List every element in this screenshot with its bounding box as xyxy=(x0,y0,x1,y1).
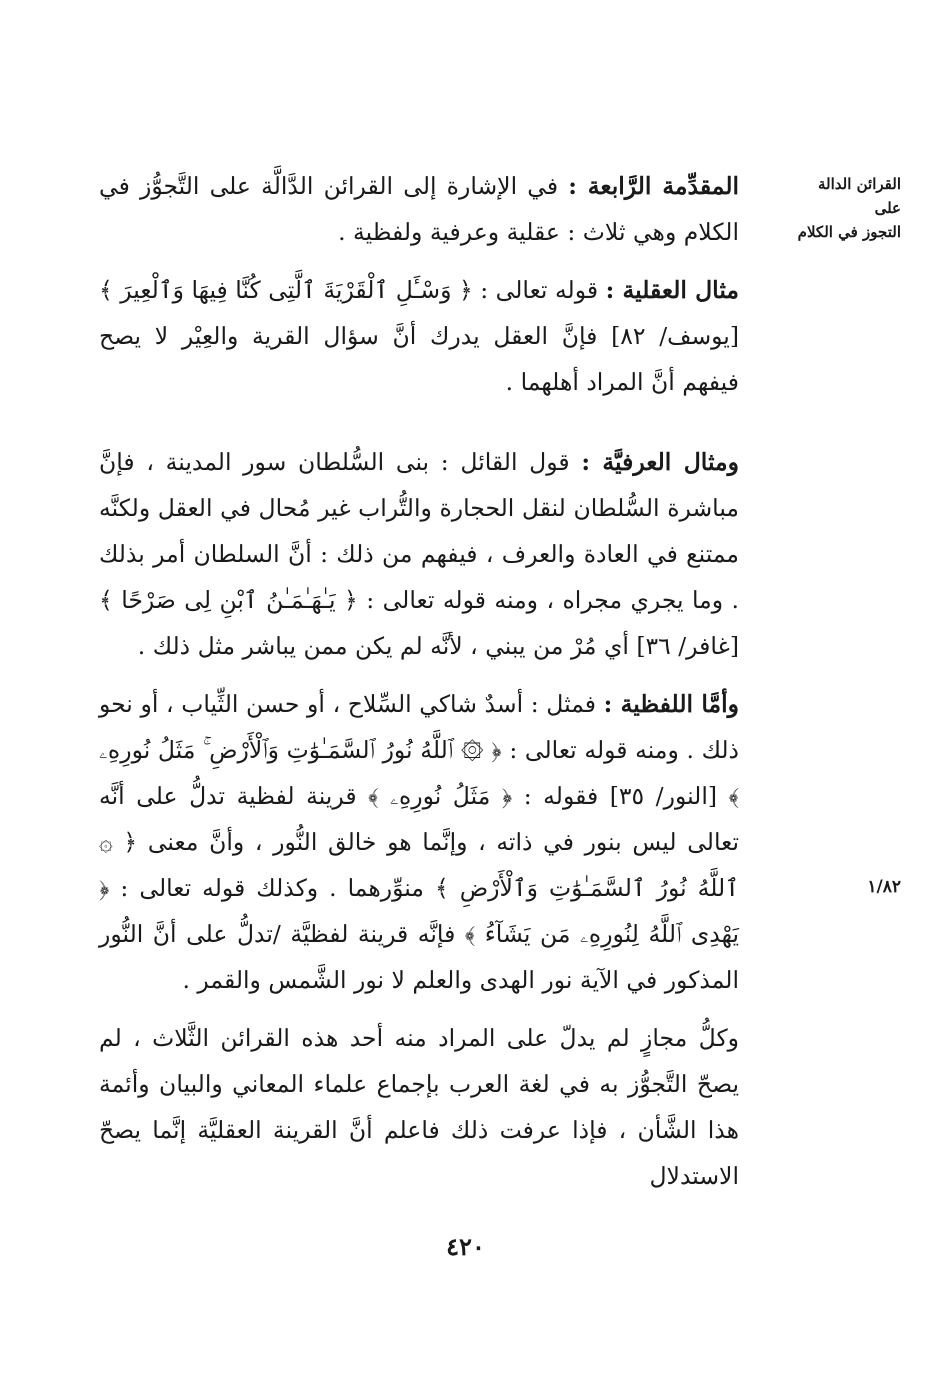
paragraph-heading: ومثال العرفيَّة : xyxy=(581,448,739,476)
paragraph-body: منوِّرهما . وكذلك قوله تعالى : xyxy=(109,874,435,902)
paragraph-body: [يوسف/ ٨٢] فإنَّ العقل يدرك أنَّ سؤال القرية والعِيْر لا يصح فيفهم أنَّ المراد أهلهما . xyxy=(99,322,739,396)
paragraph-heading: المقدِّمة الرَّابعة : xyxy=(568,172,740,200)
paragraph-introduction xyxy=(99,163,739,255)
quran-verse: ﴿ يَـٰهَـٰمَـٰنُ ٱبْنِ لِى صَرْحًا ﴾ xyxy=(99,586,358,614)
margin-topic-line-2: التجوز في الكلام xyxy=(797,223,901,241)
paragraph-heading: وأمَّا اللفظية : xyxy=(603,690,739,718)
paragraph-body: قوله تعالى : xyxy=(472,276,606,304)
main-text-column xyxy=(99,163,739,1199)
paragraph-body: في الإشارة إلى القرائن الدَّالَّة على التَّجوُّز في الكلام وهي ثلاث : عقلية وعرفية ولفظية . xyxy=(99,172,739,246)
quran-verse: ﴿ مَثَلُ نُورِهِۦ ﴾ xyxy=(368,782,513,810)
paragraph-body: [غافر/ ٣٦] أي مُرْ من يبني ، لأنَّه لم يكن ممن يباشر مثل ذلك . xyxy=(137,632,739,660)
paragraph-body: وكلُّ مجازٍ لم يدلّ على المراد منه أحد هذه القرائن الثَّلاث ، لم يصحّ التَّجوُّز به في لغة العرب بإجماع علماء المعاني والبيان وأئمة هذا الشَّأن ، فإذا عرفت ذلك فاعلم أنَّ القرينة العقليَّة إنَّما يصحّ الاستدلال xyxy=(99,1024,739,1190)
quran-verse: ﴿ وَسْـَٔلِ ٱلْقَرْيَةَ ٱلَّتِى كُنَّا فِيهَا وَٱلْعِيرَ ﴾ xyxy=(99,276,473,304)
page-number: ٤٢٠ xyxy=(446,1232,485,1261)
margin-topic-line-1: القرائن الدالة على xyxy=(818,175,901,217)
paragraph-rational-example xyxy=(99,267,739,405)
margin-folio-reference: ١/٨٢ xyxy=(867,877,901,897)
paragraph-conclusion xyxy=(99,1015,739,1199)
paragraph-customary-example xyxy=(99,439,739,669)
paragraph-verbal-example xyxy=(99,681,739,1003)
margin-topic-note xyxy=(791,172,901,244)
paragraph-body: قرينة لفظية تدلُّ على أنَّه تعالى ليس بنور في ذاته ، وإنَّما هو خالق النُّور ، وأنَّ معنى xyxy=(99,782,739,856)
paragraph-body: فمثل : أسدٌ شاكي السِّلاح ، أو حسن الثِّياب ، أو نحو ذلك . ومنه قوله تعالى : xyxy=(99,690,740,764)
paragraph-heading: مثال العقلية : xyxy=(605,276,740,304)
paragraph-body: فإنَّه قرينة لفظيَّة /تدلُّ على أنَّ النُّور المذكور في الآية نور الهدى والعلم لا نور الشَّمس والقمر . xyxy=(99,920,739,994)
quran-verse: ﴿ يَهْدِى ٱللَّهُ لِنُورِهِۦ مَن يَشَآءُ ﴾ xyxy=(99,874,739,948)
quran-verse: ﴿ ۞ ٱللَّهُ نُورُ ٱلسَّمَـٰوَٰتِ وَٱلْأَرْضِ ۚ مَثَلُ نُورِهِۦ ﴾ xyxy=(99,736,739,810)
paragraph-body: قول القائل : بنى السُّلطان سور المدينة ، فإنَّ مباشرة السُّلطان لنقل الحجارة والتُّراب غير مُحال في العقل ولكنَّه ممتنع في العادة والعرف ، فيفهم من ذلك : أنَّ السلطان أمر بذلك . وما يجري مجراه ، ومنه قوله تعالى : xyxy=(99,448,739,614)
paragraph-body: [النور/ ٣٥] فقوله : xyxy=(512,782,729,810)
quran-verse: ﴿ ۞ ٱللَّهُ نُورُ ٱلسَّمَـٰوَٰتِ وَٱلْأَرْضِ ﴾ xyxy=(99,828,739,902)
